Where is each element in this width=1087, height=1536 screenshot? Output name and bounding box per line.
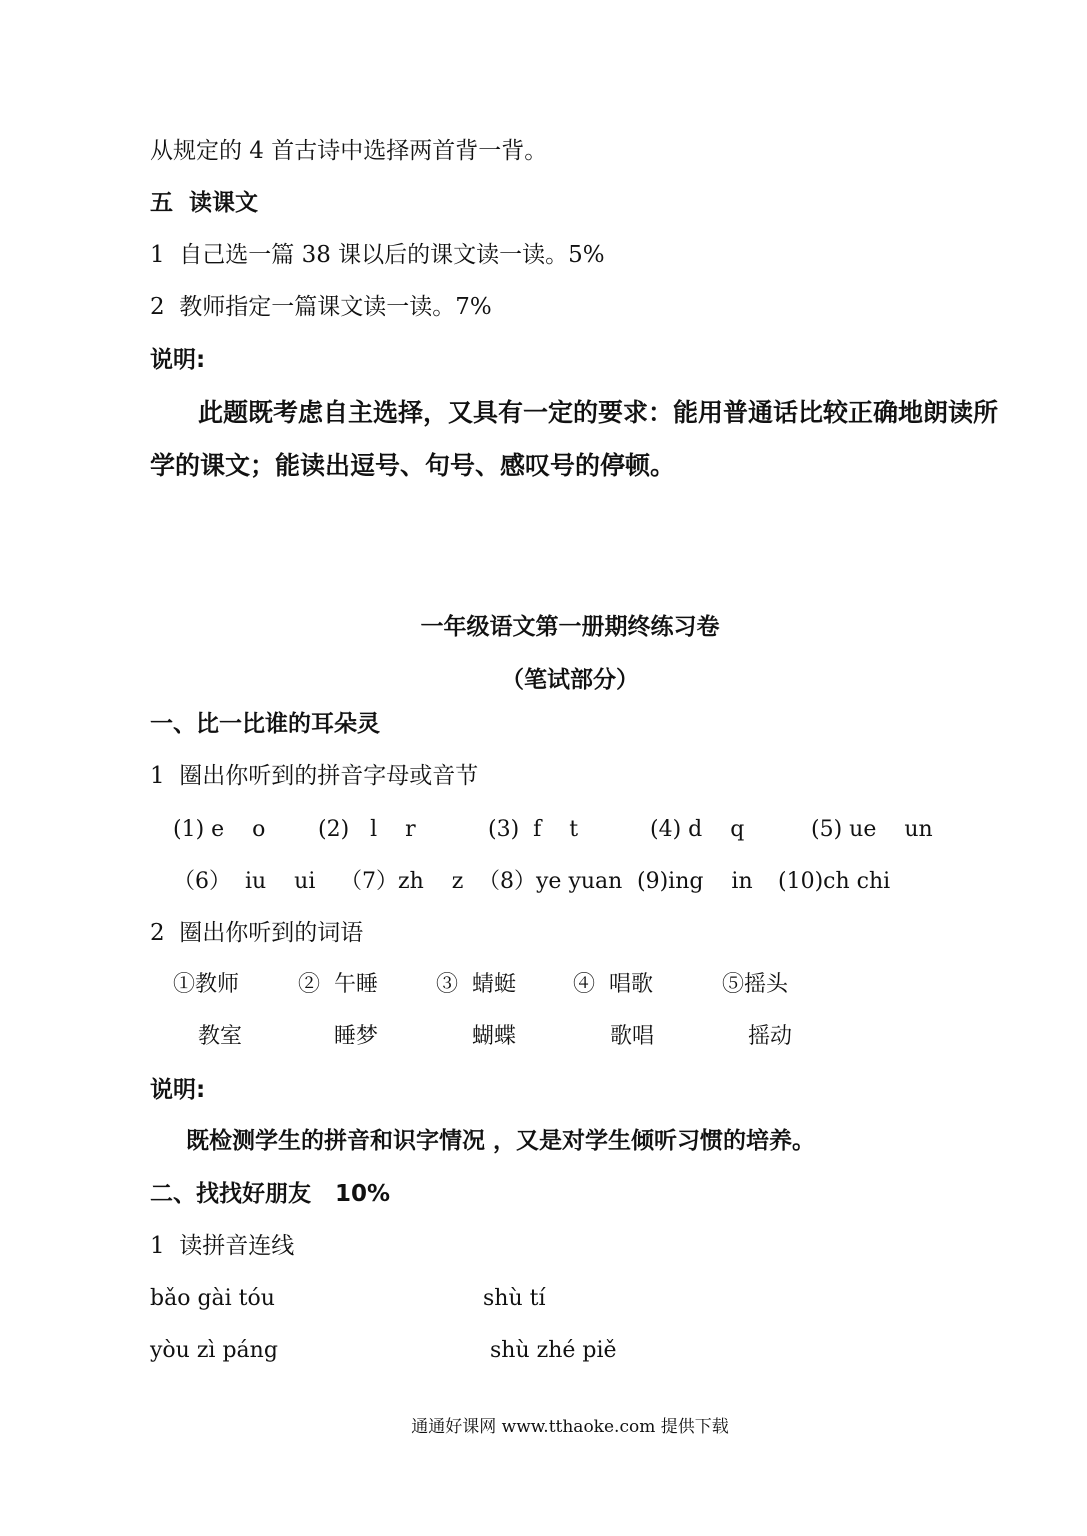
word-item: 蝴蝶 <box>472 1024 517 1049</box>
recite-instruction: 从规定的 4 首古诗中选择两首背一背。 <box>150 138 548 164</box>
word-item: ④ 唱歌 <box>573 972 653 997</box>
part1-question1: 1 圈出你听到的拼音字母或音节 <box>150 763 479 789</box>
pinyin-item: (2) l r <box>318 817 416 842</box>
pinyin-item: (4) d q <box>650 817 745 842</box>
pinyin-left-item: bǎo gài tóu <box>150 1286 275 1311</box>
word-item: 歌唱 <box>610 1024 655 1049</box>
section5-note-line1: 此题既考虑自主选择，又具有一定的要求：能用普通话比较正确地朗读所 <box>198 398 999 427</box>
word-item: 睡梦 <box>334 1024 379 1049</box>
pinyin-item: （7）zh z <box>340 869 464 894</box>
part1-note-label: 说明: <box>150 1077 206 1103</box>
pinyin-item: （6） iu ui <box>173 869 316 894</box>
section5-note-line2: 学的课文；能读出逗号、句号、感叹号的停顿。 <box>150 451 676 480</box>
page-footer: 通通好课网 www.tthaoke.com 提供下载 <box>411 1417 729 1437</box>
pinyin-item: (3) f t <box>488 817 579 842</box>
pinyin-right-item: shù zhé piě <box>490 1338 617 1363</box>
part1-note: 既检测学生的拼音和识字情况 ，又是对学生倾听习惯的培养。 <box>186 1128 816 1154</box>
part2-percent: 10% <box>335 1181 391 1207</box>
word-item: ①教师 <box>173 972 240 997</box>
pinyin-item: (9)ing in <box>637 869 753 894</box>
part1-question2: 2 圈出你听到的词语 <box>150 920 364 946</box>
pinyin-item: (5) ue un <box>811 817 933 842</box>
pinyin-right-item: shù tí <box>483 1286 546 1311</box>
section5-note-label: 说明: <box>150 347 206 373</box>
exam-subtitle: （笔试部分） <box>501 667 639 693</box>
word-item: ② 午睡 <box>298 972 378 997</box>
section5-item2: 2 教师指定一篇课文读一读。7% <box>150 294 492 320</box>
word-item: 教室 <box>198 1024 243 1049</box>
pinyin-item: (10)ch chi <box>778 869 891 894</box>
pinyin-left-item: yòu zì páng <box>150 1338 278 1363</box>
part1-heading: 一、比一比谁的耳朵灵 <box>150 711 380 737</box>
part2-question1: 1 读拼音连线 <box>150 1233 295 1259</box>
pinyin-item: （8）ye yuan <box>478 869 623 894</box>
exam-title: 一年级语文第一册期终练习卷 <box>420 614 720 640</box>
word-item: 摇动 <box>748 1024 793 1049</box>
pinyin-item: (1) e o <box>173 817 266 842</box>
word-item: ③ 蜻蜓 <box>436 972 516 997</box>
part2-heading-text: 二、找找好朋友 <box>150 1181 311 1207</box>
section5-item1: 1 自己选一篇 38 课以后的课文读一读。5% <box>150 242 605 268</box>
section5-heading: 五 读课文 <box>150 190 259 216</box>
part2-heading <box>150 1183 390 1206</box>
word-item: ⑤摇头 <box>722 972 789 997</box>
